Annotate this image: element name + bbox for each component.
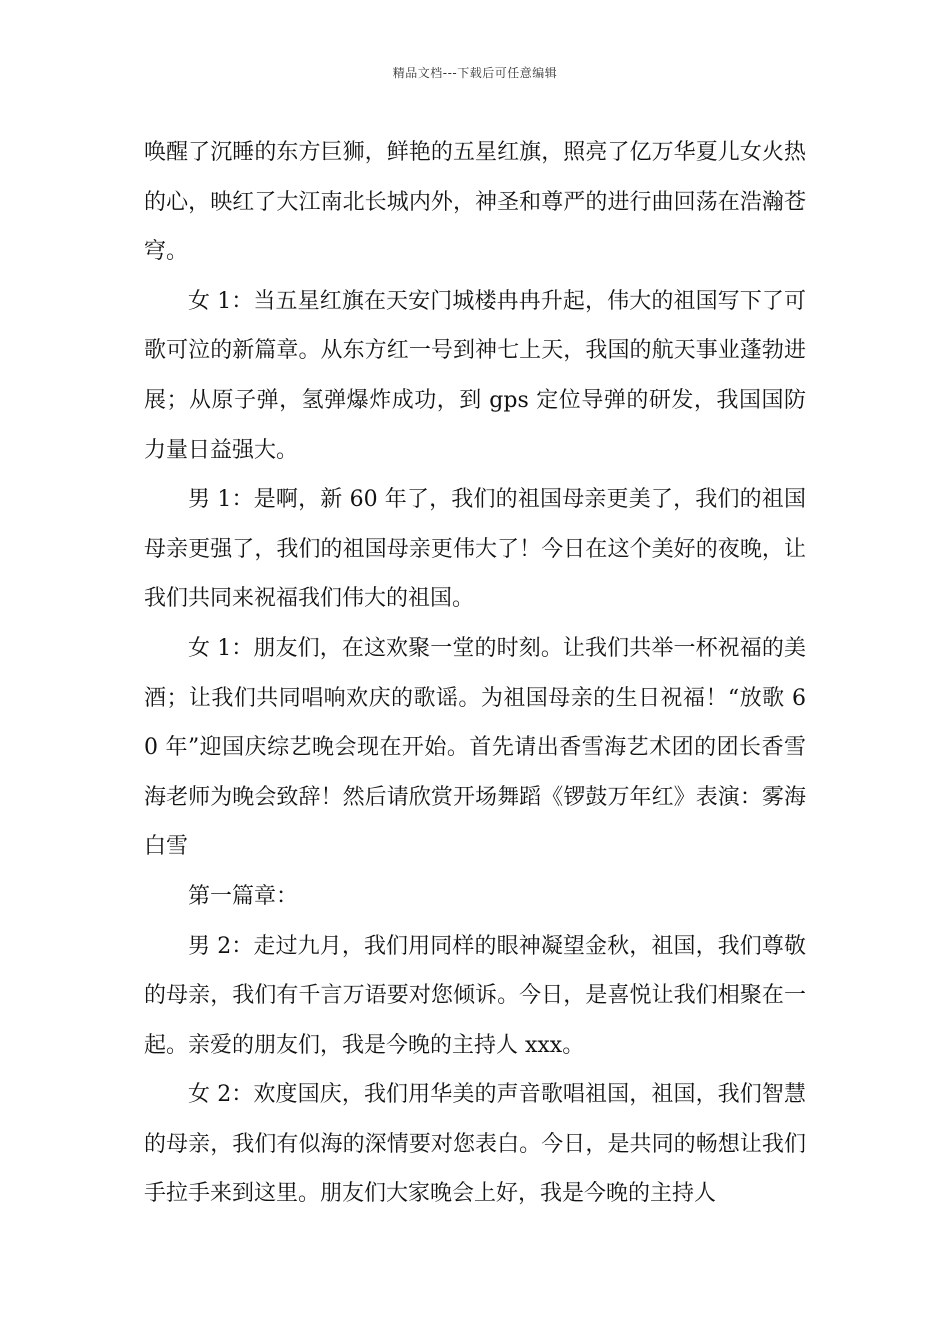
paragraph: 女 1：朋友们，在这欢聚一堂的时刻。让我们共举一杯祝福的美酒；让我们共同唱响欢庆的歌谣。为祖国母亲的生日祝福！“放歌 60 年”迎国庆综艺晚会现在开始。首先请出香雪海艺术团的团长香雪海老师为晚会致辞！然后请欣赏开场舞蹈《锣鼓万年红》表演：雾海白雪 [144, 635, 806, 860]
paragraph: 男 1：是啊，新 60 年了，我们的祖国母亲更美了，我们的祖国母亲更强了，我们的祖国母亲更伟大了！今日在这个美好的夜晚，让我们共同来祝福我们伟大的祖国。 [144, 487, 806, 612]
paragraph: 男 2：走过九月，我们用同样的眼神凝望金秋，祖国，我们尊敬的母亲，我们有千言万语要对您倾诉。今日，是喜悦让我们相聚在一起。亲爱的朋友们，我是今晚的主持人 xxx。 [144, 933, 806, 1058]
paragraph: 女 2：欢度国庆，我们用华美的声音歌唱祖国，祖国，我们智慧的母亲，我们有似海的深情要对您表白。今日，是共同的畅想让我们手拉手来到这里。朋友们大家晚会上好，我是今晚的主持人 [144, 1082, 806, 1207]
paragraph: 第一篇章： [188, 883, 299, 909]
page-header: 精品文档---下载后可任意编辑 [392, 66, 558, 80]
paragraph: 女 1：当五星红旗在天安门城楼冉冉升起，伟大的祖国写下了可歌可泣的新篇章。从东方红一号到神七上天，我国的航天事业蓬勃进展；从原子弹，氢弹爆炸成功，到 gps 定位导弹的研发，我国国防力量日益强大。 [144, 288, 806, 463]
paragraph: 唤醒了沉睡的东方巨狮，鲜艳的五星红旗，照亮了亿万华夏儿女火热的心，映红了大江南北长城内外，神圣和尊严的进行曲回荡在浩瀚苍穹。 [144, 140, 806, 265]
body-text [144, 128, 806, 1219]
